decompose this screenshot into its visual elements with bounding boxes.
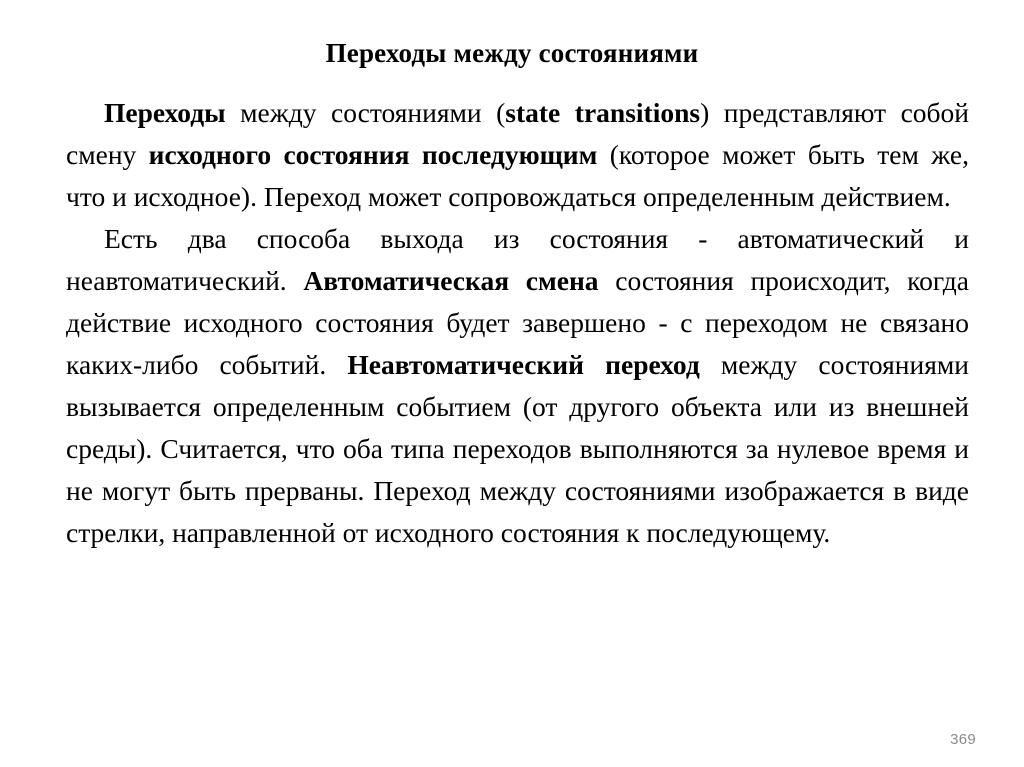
paragraph1-segment-6: (которое может быть тем же, что и исходное). Переход может сопровождаться определенным действием. xyxy=(66,139,969,212)
paragraph1-segment-2: между состояниями ( xyxy=(225,97,506,128)
term-state-transitions: state transitions xyxy=(505,97,701,128)
term-avtomaticheskaya-smena: Автоматическая смена xyxy=(303,265,599,296)
paragraph-definition xyxy=(66,92,969,218)
term-perehody: Переходы xyxy=(104,97,226,128)
paragraph2-segment-3: состояния происходит, когда действие исходного состояния будет завершено - с переходом не связано каких-либо событий. xyxy=(66,265,969,380)
paragraph1-segment-4: ) представляют собой смену xyxy=(66,97,969,170)
page-title: Переходы между состояниями xyxy=(325,38,699,69)
term-ishodnoe-sostoyanie: исходного состояния последующим xyxy=(148,139,598,170)
slide-body xyxy=(66,92,969,554)
paragraph2-segment-5: между состояниями вызывается определенным событием (от другого объекта или из внешней среды). Считается, что оба типа переходов выполняются за нулевое время и не могут быть прерваны. Переход между состояниями изображается в виде стрелки, направленной от исходного состояния к последующему. xyxy=(66,349,969,548)
page-number: 369 xyxy=(950,731,976,748)
term-neavtomaticheskiy-perehod: Неавтоматический переход xyxy=(347,349,700,380)
paragraph-transition-types xyxy=(66,218,969,554)
paragraph2-segment-1: Есть два способа выхода из состояния - автоматический и неавтоматический. xyxy=(66,223,969,296)
